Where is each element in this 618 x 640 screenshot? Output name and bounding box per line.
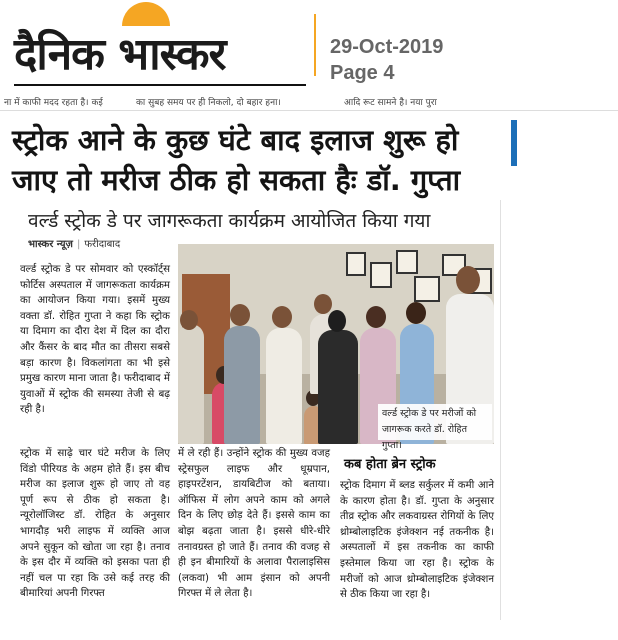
masthead <box>0 0 618 92</box>
column-divider <box>500 200 501 620</box>
logo-underline <box>14 84 306 86</box>
edition-date: 29-Oct-2019 <box>330 36 444 58</box>
article-headline: स्ट्रोक आने के कुछ घंटे बाद इलाज शुरू हो जाए तो मरीज ठीक हो सकता हैः डॉ. गुप्ता <box>12 123 461 197</box>
photo-caption: वर्ल्ड स्ट्रोक डे पर मरीजों को जागरूक करते डॉ. रोहित गुप्ता। <box>378 404 492 440</box>
headline-accent-bar <box>511 120 517 166</box>
article-column-1-top: वर्ल्ड स्ट्रोक डे पर सोमवार को एस्कॉर्ट्स फोर्टिस अस्पताल में जागरूकता कार्यक्रम का आयोजन किया गया। इसमें मुख्य वक्ता डॉ. रोहित गुप्ता ने कहा कि स्ट्रोक या दिमाग का दौरा देश में दिल का दौरा और कैंसर के बाद मौत का तीसरा सबसे बड़ा कारण है। विकलांगता का भी इसे प्रमुख कारण माना जाता है। फरीदाबाद में युवाओं में स्ट्रोक की समस्या तेजी से बढ़ रही है। <box>20 264 170 416</box>
strip-fragment: का सुबह समय पर ही निकलो, दो बहार हना। <box>136 98 281 108</box>
article-column-2: में ले रही हैं। उन्होंने स्ट्रोक की मुख्य वजह स्ट्रेसफुल लाइफ और धूम्रपान, हाइपरटेंशन, डायबिटीज को बताया। ऑफिस में लोग अपने काम को अगले दिन के लिए छोड़ देते हैं। इससे काम का बोझ बढ़ता जाता है। इससे धीरे-धीरे तनावग्रस्त हो जाते हैं। तनाव की वजह से ही इन बीमारियों के अलावा पैरालाइसिस (लकवा) भी आम इंसान को अपनी गिरफ्त में ले लेता है। <box>178 448 330 600</box>
newspaper-logo: दैनिक भास्कर <box>14 29 226 80</box>
article-column-1-bottom: स्ट्रोक में साढ़े चार घंटे मरीज के लिए विंडो पीरियड के अहम होते हैं। इस बीच मरीज का इलाज शुरू हो जाए तो वह पूर्ण रूप से ठीक हो सकता है। न्यूरोलॉजिस्ट डॉ. रोहित के अनुसार भागदौड़ भरी लाइफ में व्यक्ति आज अपने सुकून को खोता जा रहा है। तनाव के इस दौर में व्यक्ति को इसका पता ही नहीं चल पा रहा कि उसे कई तरह की बीमारियां अपनी गिरफ्त <box>20 448 170 600</box>
cropped-text-strip <box>0 96 618 111</box>
byline-source: भास्कर न्यूज़ <box>28 239 73 250</box>
strip-fragment: आदि रूट सामने है। नया पुरा <box>344 98 437 108</box>
strip-fragment: ना में काफी मदद रहता है। कई <box>4 98 103 108</box>
article-column-3: स्ट्रोक दिमाग में ब्लड सर्कुलर में कमी आने के कारण होता है। डॉ. गुप्ता के अनुसार तीव्र स्ट्रोक और लकवाग्रस्त रोगियों के लिए थ्रोम्बोलाइटिक इंजेक्शन नई तकनीक है। अस्पतालों में इस तकनीक का काफी इस्तेमाल किया जा रहा है। स्ट्रोक के मरीजों को आज थ्रोम्बोलाइटिक इंजेक्शन से ठीक किया जा रहा है। <box>340 480 494 601</box>
sidebar-heading: कब होता ब्रेन स्ट्रोक <box>344 457 436 472</box>
article-subheadline: वर्ल्ड स्ट्रोक डे पर जागरूकता कार्यक्रम आयोजित किया गया <box>28 210 431 232</box>
page-number: Page 4 <box>330 62 395 84</box>
byline: भास्कर न्यूज़ | फरीदाबाद <box>28 239 121 250</box>
byline-city: फरीदाबाद <box>84 239 121 250</box>
masthead-divider <box>314 14 316 76</box>
